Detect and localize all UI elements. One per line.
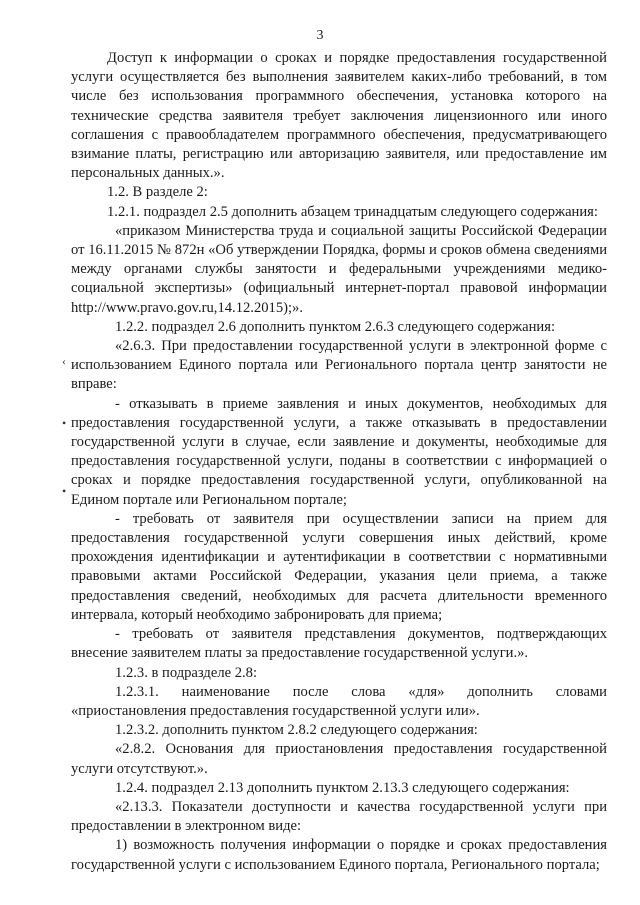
paragraph: «приказом Министерства труда и социальной защиты Российской Федерации от 16.11.2015 № 872н «Об утверждении Порядка, формы и сроков обмена сведениями между органами службы занятости и федеральными учреждениями медико-социальной экспертизы» (официальный интернет-портал правовой информации http://www.pravo.gov.ru,14.12.2015);».: [71, 222, 607, 316]
paragraph: 1.2.3. в подразделе 2.8:: [115, 664, 258, 681]
margin-mark: •: [62, 416, 67, 430]
paragraph: 1.2.2. подраздел 2.6 дополнить пунктом 2.6.3 следующего содержания:: [115, 318, 556, 335]
paragraph: - требовать от заявителя представления документов, подтверждающих внесение заявителем платы за предоставление государственной услуги.».: [71, 626, 607, 662]
paragraph: 1.2.3.2. дополнить пунктом 2.8.2 следующего содержания:: [115, 722, 478, 739]
paragraph: Доступ к информации о сроках и порядке предоставления государственной услуги осуществляется без выполнения заявителем каких-либо требований, в том числе без использования программного обеспечения, установка которого на технические средства заявителя требует заключения лицензионного или иного соглашения с правообладателем программного обеспечения, предусматривающего взимание платы, регистрацию или авторизацию заявителя, или предоставление им персональных данных.».: [71, 50, 607, 182]
margin-mark: ‹: [62, 354, 66, 368]
paragraph: «2.6.3. При предоставлении государственной услуги в электронной форме с использованием Единого портала или Регионального портала центр занятости не вправе:: [71, 338, 607, 393]
paragraph: 1.2.4. подраздел 2.13 дополнить пунктом 2.13.3 следующего содержания:: [115, 779, 570, 796]
paragraph: «2.13.3. Показатели доступности и качества государственной услуги при предоставлении в электронном виде:: [71, 798, 607, 835]
document-body: [71, 49, 607, 875]
paragraph: 1.2.3.1. наименование после слова «для» дополнить словами «приостановления предоставления государственной услуги или».: [71, 683, 607, 719]
page-number: 3: [316, 28, 324, 43]
paragraph: «2.8.2. Основания для приостановления предоставления государственной услуги отсутствуют.».: [71, 741, 607, 777]
paragraph: - требовать от заявителя при осуществлении записи на прием для предоставления государственной услуги совершения иных действий, кроме прохождения идентификации и аутентификации в соответствии с нормативными правовыми актами Российской Федерации, указания цели приема, а также предоставления сведений, необходимых для расчета длительности временного интервала, который необходимо забронировать для приема;: [71, 510, 607, 623]
paragraph: - отказывать в приеме заявления и иных документов, необходимых для предоставления государственной услуги, а также отказывать в предоставлении государственной услуги в случае, если заявление и документы, необходимые для предоставления государственной услуги, поданы в соответствии с информацией о сроках и порядке предоставления государственной услуги, опубликованной на Едином портале или Региональном портале;: [71, 395, 607, 508]
paragraph: 1.2. В разделе 2:: [107, 184, 208, 201]
margin-mark: •: [62, 484, 67, 498]
paragraph: 1.2.1. подраздел 2.5 дополнить абзацем тринадцатым следующего содержания:: [107, 203, 598, 220]
paragraph: 1) возможность получения информации о порядке и сроках предоставления государственной услуги с использованием Единого портала, Регионального портала;: [71, 837, 607, 873]
